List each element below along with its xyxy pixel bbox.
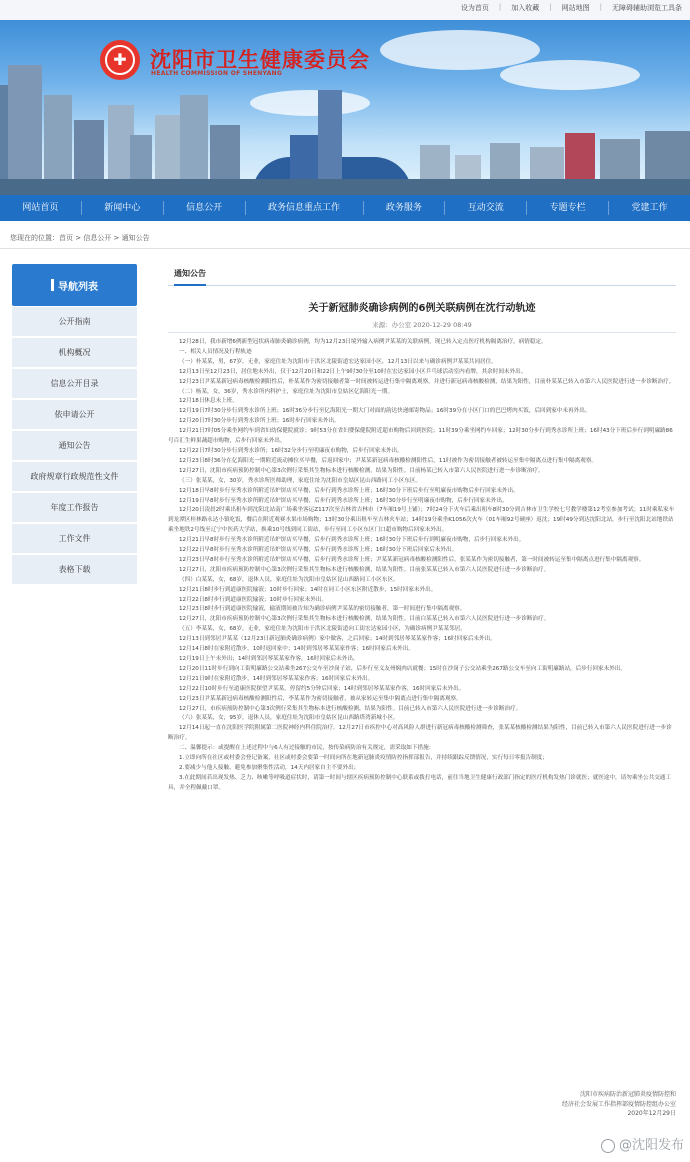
breadcrumb: 您现在的位置：首页 > 信息公开 > 通知公告 — [10, 234, 150, 242]
nav-party-building[interactable]: 党建工作 — [631, 203, 668, 213]
cloud-decoration — [380, 30, 540, 70]
separator: | — [599, 3, 602, 11]
article-paragraph: （二）杨某，女，36岁，秀水诊所内科护士，家庭住址为沈阳市皇姑区亿海阳光一期。 — [179, 388, 394, 395]
article-paragraph: 2.要减少与他人接触，避免参加聚集性活动，14天内居家自主不要外出； — [179, 764, 360, 771]
separator: | — [498, 3, 502, 11]
nav-special-topics[interactable]: 专题专栏 — [549, 203, 586, 213]
cloud-decoration — [250, 90, 370, 116]
article-body — [168, 338, 676, 794]
top-links — [461, 3, 682, 13]
sidebar-item-regulations[interactable]: 政府规章行政规范性文件 — [12, 462, 137, 492]
divider — [0, 248, 690, 249]
sidebar-header — [12, 264, 137, 306]
add-favorite-link[interactable]: 加入收藏 — [511, 4, 540, 12]
article-paragraph: 12月22日7时30分步行到秀水诊所；16时32分步行至明廉夜市购物，后步行回家未外出。 — [179, 447, 403, 454]
article-paragraph: （一）朴某某，男，67岁，无业，家庭住址为沈阳市于洪区北陵街道宏达家园小区，12月13日以来与确诊病例尹某某共同居住。 — [179, 358, 497, 365]
article-paragraph: 12月21日早8时步行至秀水诊所附近吊炉饼店买早餐，后步行到秀水诊所上班；16时30分下班后步行到明廉夜市购物，后步行回家未外出。 — [179, 537, 525, 544]
article-paragraph: 12月14日起一直在沈阳医学院附属第二医院神经内科住院治疗。12月27日市疾控中心对高风险人群进行新冠病毒核酸检测筛查，张某某核酸检测结果为阳性，目前已转入市第六人民医院进行进一步诊断治疗。 — [168, 725, 672, 742]
article-paragraph: （三）张某某，女，30岁，秀水诊所医师助理，家庭住址为沈阳市皇姑区昆山西路同工小区东区。 — [179, 477, 422, 484]
article-paragraph: 12月27日，市疾病预防控制中心第3次例行采集其生物标本进行核酸检测，结果为阳性。目前已转入市第六人民医院进行进一步诊断治疗。 — [179, 705, 522, 712]
nav-info-disclosure[interactable]: 信息公开 — [186, 203, 223, 213]
footer-date: 2020年12月29日 — [627, 1110, 676, 1117]
article-paragraph: 12月19日早8时步行至秀水诊所附近吊炉饼店买早餐，后步行到秀水诊所上班；16时30分步行至明廉夜市购物，后步行回家未外出。 — [179, 497, 508, 504]
sidebar-item-request[interactable]: 依申请公开 — [12, 400, 137, 430]
sidebar-item-catalog[interactable]: 信息公开目录 — [12, 369, 137, 399]
article-paragraph: 12月23日尹某某新冠病毒核酸检测阳性后，李某某作为密切接触者，被从家转运至集中隔离点进行集中隔离观察。 — [179, 695, 462, 702]
section-tab-notices[interactable]: 通知公告 — [174, 268, 206, 286]
header-accent-bar — [51, 279, 54, 291]
site-banner — [0, 20, 690, 195]
accessibility-toolbar-link[interactable]: 无障碍辅助浏览工具条 — [612, 4, 682, 12]
nav-key-work[interactable]: 政务信息重点工作 — [268, 203, 341, 213]
article-paragraph: 12月27日，沈阳市疾病预防控制中心第3次例行采集其生物标本进行核酸检测，结果为阳性。目前白某某已转入市第六人民医院进行进一步诊断治疗。 — [179, 616, 550, 623]
article-paragraph: 3.在此期间若出现发热、乏力、咳嗽等呼吸道症状时，请第一时间与辖区疾病预防控制中心联系或拨打电话，前往当地卫生健康行政部门指定的医疗机构发热门诊就医；就医途中，请勿乘坐公共交通工具，并全程佩戴口罩。 — [168, 774, 671, 791]
separator: | — [549, 3, 552, 11]
sidebar — [12, 264, 137, 585]
top-utility-bar — [0, 0, 690, 20]
article-paragraph: （四）白某某，女，68岁，退休人员，家庭住址为沈阳市皇姑区昆山西路同工小区东区。 — [179, 576, 399, 583]
article-paragraph: 12月27日，沈阳市疾病预防控制中心第3次例行采集其生物标本进行核酸检测，结果为阳性。目前杨某已转入市第六人民医院进行进一步诊断治疗。 — [179, 467, 544, 474]
sidebar-item-forms[interactable]: 表格下载 — [12, 555, 137, 585]
main-navigation — [0, 195, 690, 221]
article-footer — [562, 1090, 676, 1119]
article-paragraph: 12月14日8时在家附近散步，10时返回家中；14时到邻居琴某某家作客；16时回家后未外出。 — [179, 646, 414, 653]
article-paragraph: 12月21日9时在家附近散步，14时到邻居琴某某家作客；16时回家后未外出。 — [179, 675, 374, 682]
cloud-decoration — [500, 60, 640, 90]
article-paragraph: 12月13日到邻居尹某某（12月23日新冠肺炎确诊病例）家中做客，之后回家；14时到邻居琴某某家作客；16时回家后未外出。 — [179, 636, 496, 643]
article-paragraph: 12月23日8时36分在亿海阳光一期附近流动摊位买早餐，后返回家中；尹某某新冠病毒核酸检测阳性后，11时被作为密切接触者被转运至集中隔离点进行集中隔离观察。 — [179, 457, 598, 464]
main-content — [168, 264, 676, 1154]
article-paragraph: 12月18日早8时步行至秀水诊所附近吊炉饼店买早餐，后步行到秀水诊所上班；16时30分下班后步行至明廉夜市购物后步行回家未外出。 — [179, 487, 519, 494]
weibo-icon — [601, 1139, 615, 1153]
article-paragraph: 12月19日7时30分步行到秀水诊所上班；16时36分步行至亿海阳光一期大门对面的韵达快递邮寄物品；16时39分在小区门口的巴巴烤肉买饭，后回到家中未再外出。 — [179, 408, 591, 415]
article-paragraph: 12月18日休息未上班。 — [179, 398, 238, 405]
article-paragraph: 12月28日，我市新增6例新型冠状病毒肺炎确诊病例，均为12月23日境外输入病例尹某某的关联病例，现已转入定点医疗机构隔离治疗，病情稳定。 — [179, 339, 547, 345]
article-paragraph: 12月20日11时步行到向工街明廉路公交站乘坐267公交车至沙岗子站，后步行至义友州焖肉店就餐；15时在沙岗子公交站乘坐267路公交车至向工街明廉路站，后步行回家未外出。 — [179, 665, 626, 672]
article-paragraph: 12月13日至12月23日，居住地未外出，仅于12月20日和22日上午9时30分至10时在宏达家园小区乒乓球活动室内看牌，其余时间未外出。 — [179, 368, 527, 375]
nav-home[interactable]: 网站首页 — [22, 203, 59, 213]
article-paragraph: 12月20日7时30分步行到秀水诊所上班；16时步行回家未外出。 — [179, 418, 340, 425]
site-title[interactable]: 沈阳市卫生健康委员会 — [150, 48, 370, 72]
sidebar-item-work-docs[interactable]: 工作文件 — [12, 524, 137, 554]
sidebar-item-annual-report[interactable]: 年度工作报告 — [12, 493, 137, 523]
article-paragraph: 12月21日7时05分乘坐网约车到省妇幼保健院就诊；9时53分在省妇婴保健院附近超市购物后回到医院；11时39分乘坐网约车回家；12时30分步行到秀水诊所上班；16时43分下班后步行到明廉路86号百汇生鲜果蔬超市购物，后步行回家未外出。 — [168, 428, 673, 445]
commission-logo-icon[interactable]: ✚ — [100, 40, 140, 80]
nav-news[interactable]: 新闻中心 — [104, 203, 141, 213]
nav-interaction[interactable]: 互动交流 — [467, 203, 504, 213]
nav-gov-services[interactable]: 政务服务 — [385, 203, 422, 213]
sidebar-item-overview[interactable]: 机构概况 — [12, 338, 137, 368]
article-paragraph: 12月20日凌晨2时乘出租车到沈阳北站南广场乘坐客运Z117次至吉林省吉林市（7车厢19号上铺）；7时24分下火车后乘出租车8时30分到吉林市卫生学校七号教学楼第12考室参加考试；11时乘私家车到龙潭区桂林路永达小镇吃饭，餐后在附近观赛水果市场购物；13时30分乘出租车至吉林火车站；14时19分乘坐K1056次火车（01车厢92号硬座）返沈；19时49分到达沈阳北站，步行至沈阳北站地铁站乘坐地铁2号线至辽宁中医药大学站，换乘10号线到同工街站，步行至同工小区东区门口超市购物后回家未外出。 — [168, 507, 675, 534]
article-paragraph: 二、温馨提示：或提醒在上述过程中与6人有过接触的市民，按传染病防治有关规定，需采取如下措施： — [179, 745, 435, 752]
sidebar-title: 导航列表 — [58, 281, 98, 293]
set-homepage-link[interactable]: 设为首页 — [460, 4, 489, 12]
footer-line: 经济社会发展工作指挥部疫情防控组办公室 — [561, 1100, 676, 1108]
article-paragraph: 12月22日早8时步行至秀水诊所附近吊炉饼店买早餐，后步行到秀水诊所上班；16时30分下班后回家后未外出。 — [179, 547, 458, 554]
article-paragraph: 12月23日早8时步行至秀水诊所附近吊炉饼店买早餐，后步行到秀水诊所上班；尹某某新冠病毒核酸检测阳性后，张某某作为密切接触者，第一时间被转运至集中隔离点进行集中隔离观察。 — [179, 556, 645, 563]
sitemap-link[interactable]: 网站地图 — [561, 4, 590, 12]
article-title: 关于新冠肺炎确诊病例的6例关联病例在沈行动轨迹 — [308, 303, 536, 314]
article-paragraph: 12月21日8时步行到道康医院输液；10时步行回家；14时在同工小区东区附近散步，15时回家未外出。 — [179, 586, 437, 593]
sidebar-item-notices[interactable]: 通知公告 — [12, 431, 137, 461]
article-paragraph: 12月22日10时步行至道康医院探望尹某某，停留约5分钟后回家；14时到邻居琴某某家作客，16时回家后未外出。 — [179, 685, 465, 692]
footer-line: 沈阳市疾病防治新冠肺炎疫情防控和 — [579, 1091, 676, 1098]
divider — [168, 332, 676, 333]
watermark-text: @沈阳发布 — [618, 1138, 684, 1153]
article-paragraph: 12月22日8时步行到道康医院输液；10时步行回家未外出。 — [179, 596, 327, 603]
article-paragraph: 12月27日，沈阳市疾病预防控制中心第3次例行采集其生物标本进行核酸检测，结果为阳性。目前张某某已转入市第六人民医院进行进一步诊断治疗。 — [179, 566, 550, 573]
weibo-watermark — [601, 1134, 684, 1153]
article-paragraph: 12月23日尹某某新冠病毒核酸检测阳性后，朴某某作为密切接触者第一时间被转运进行集中隔离观察，并进行新冠病毒核酸检测，结果为阳性，目前朴某某已转入市第六人民医院进行进一步诊断治疗。 — [179, 378, 675, 385]
article-paragraph: （五）李某某，女，68岁，无业，家庭住址为沈阳市于洪区北陵街道向工街宏达家园小区，为确诊病例尹某某邻居。 — [179, 626, 466, 633]
article-meta: 来源：办公室 2020-12-29 08:49 — [372, 321, 472, 329]
article-paragraph: 1.立即向所在社区或村委会登记备案，社区或村委会要第一时间向所在地新冠肺炎疫情防控指挥部报告，并持续跟踪反馈情况，实行每日零报告制度； — [179, 755, 548, 762]
section-tab-bar — [168, 264, 676, 286]
article-paragraph: 12月19日上午未外出；14时到邻居琴某某家作客，16时回家后未外出。 — [179, 656, 359, 662]
article-paragraph: （六）张某某，女，95岁，退休人员，家庭住址为沈阳市皇姑区昆山西路塔湾新城小区。 — [179, 715, 399, 722]
article-paragraph: 12月23日8时步行到道康医院输液，输液期间被告知为确诊病例尹某某的密切接触者，第一时间进行集中隔离观察。 — [179, 606, 466, 613]
article-paragraph: 一、相关人员情况及行程轨迹 — [179, 348, 252, 355]
sidebar-item-guide[interactable]: 公开指南 — [12, 307, 137, 337]
site-subtitle: HEALTH COMMISSION OF SHENYANG — [151, 70, 283, 77]
